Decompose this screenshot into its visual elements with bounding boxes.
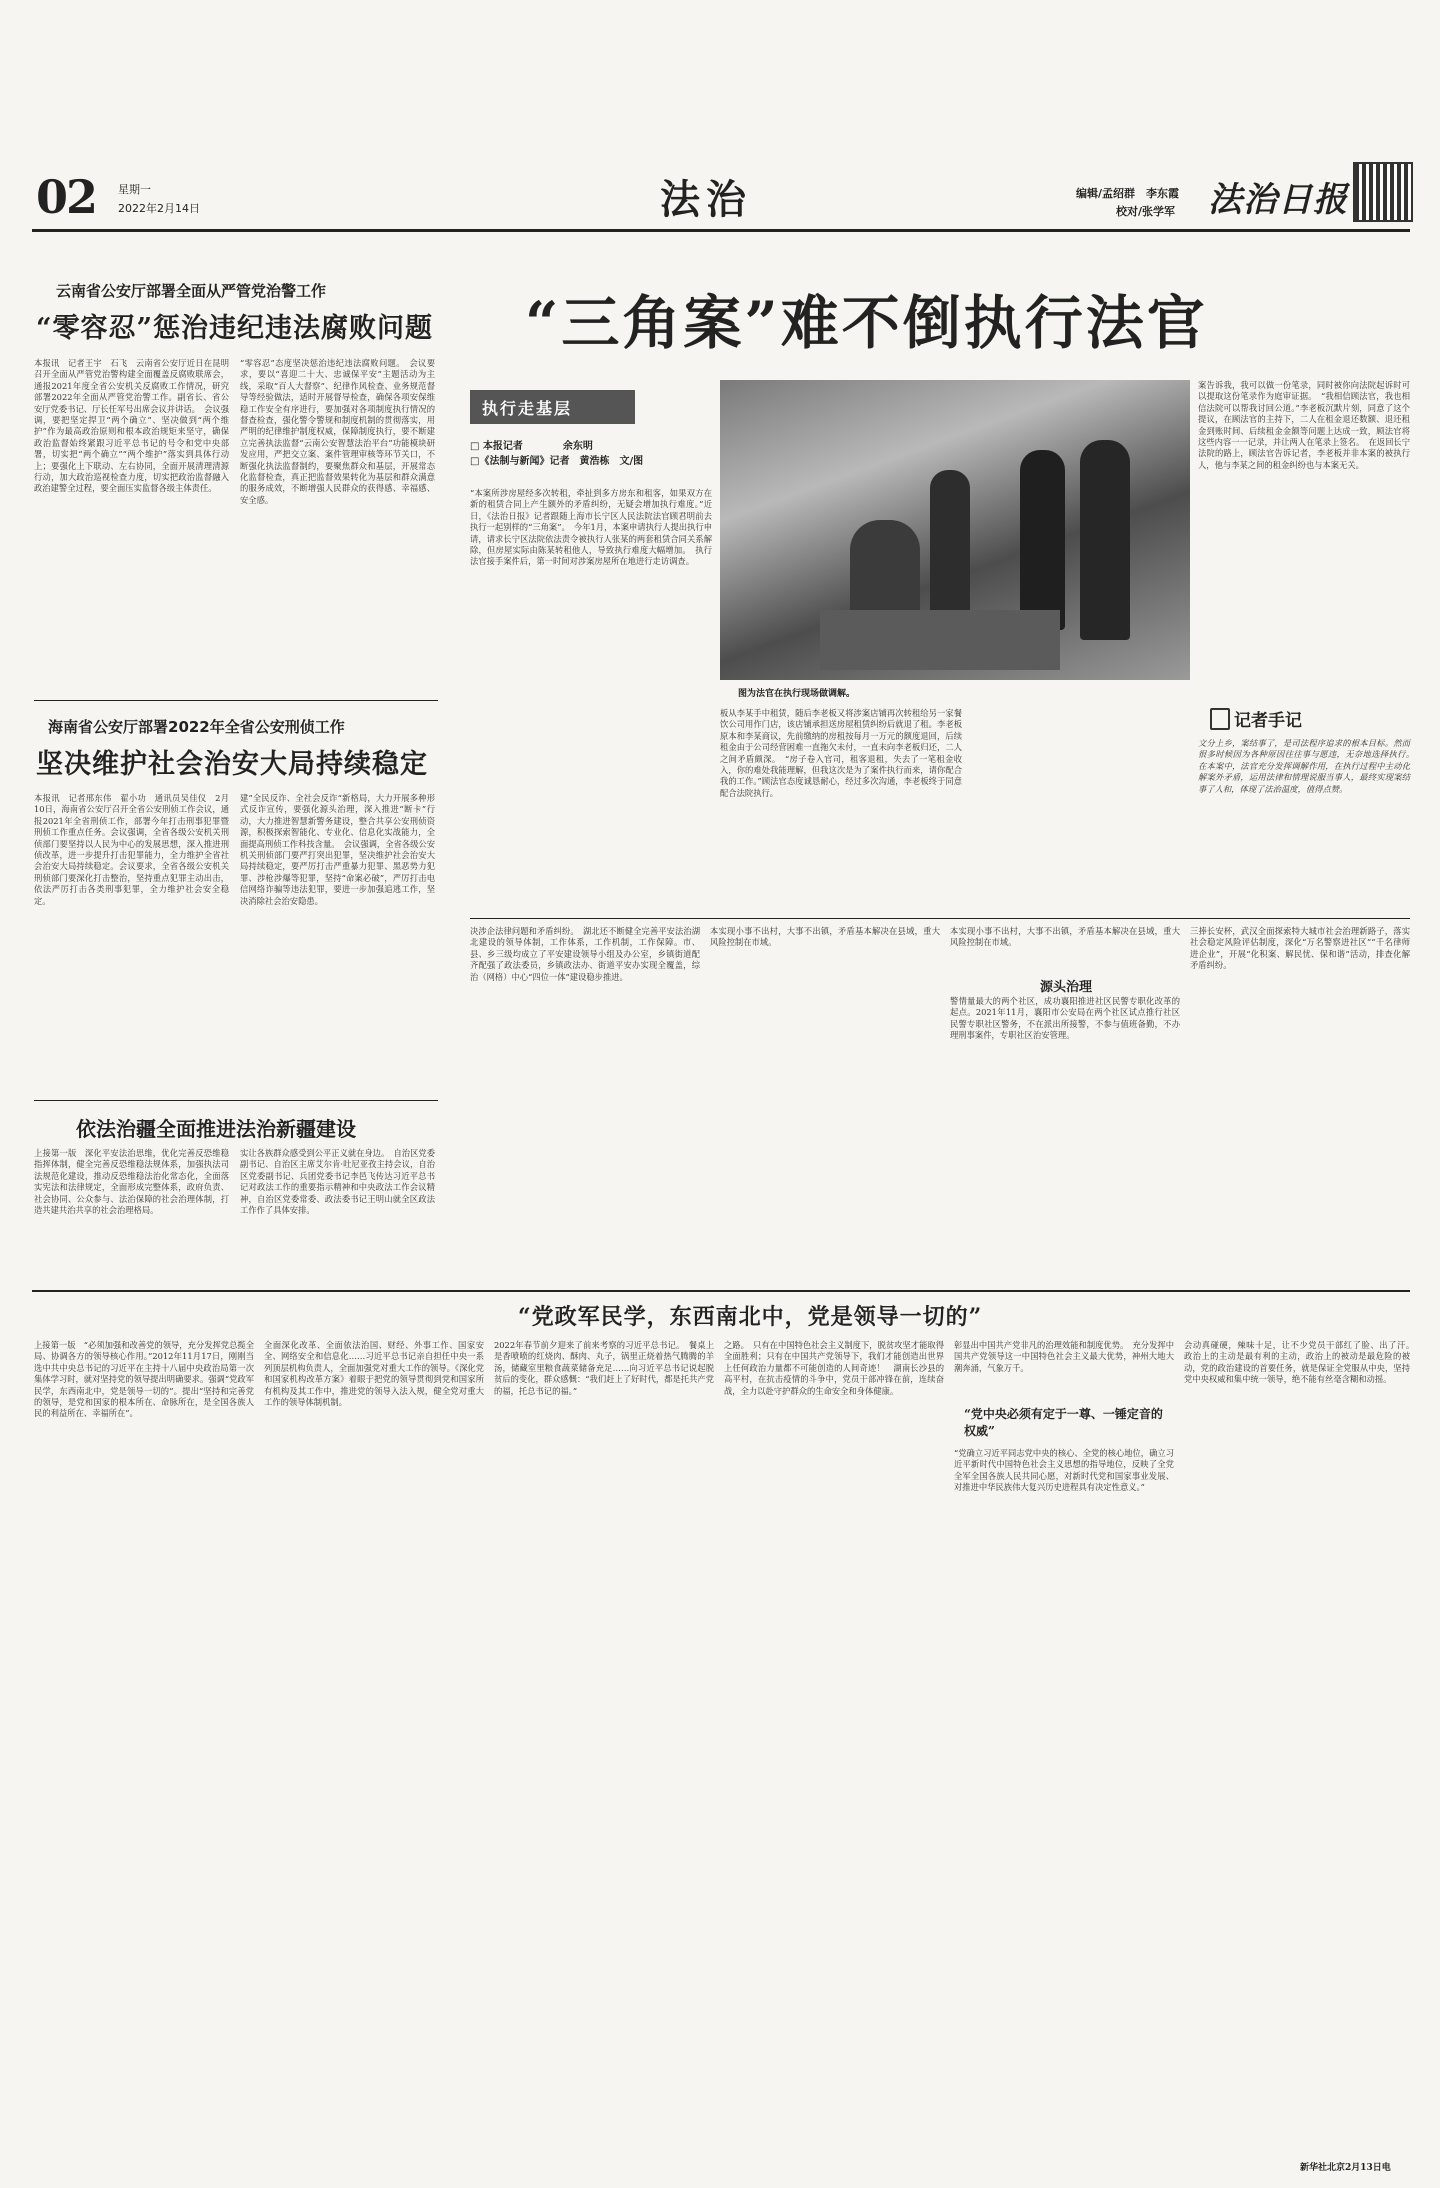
xinjiang-headline: 依法治疆全面推进法治新疆建设 xyxy=(76,1117,356,1141)
masthead-rule xyxy=(32,229,1410,232)
party-subhead: “党中央必须有定于一尊、一锤定音的权威” xyxy=(964,1407,1163,1438)
section-rule xyxy=(32,1290,1410,1292)
section-title: 法治 xyxy=(660,176,752,223)
party-body-col5b: “党确立习近平同志党中央的核心、全党的核心地位，确立习近平新时代中国特色社会主义思想的指导地位，反映了全党全军全国各族人民共同心愿，对新时代党和国家事业发展、对推进中华民族伟大复兴历史进程具有决定性意义。” xyxy=(954,1448,1174,1493)
feature-body-col1: “本案所涉房屋经多次转租，牵扯到多方房东和租客，如果双方在新的租赁合同上产生额外的矛盾纠纷，无疑会增加执行难度。”近日，《法治日报》记者跟随上海市长宁区人民法院法官顾君明前去执行一起别样的“三角案”。 今年1月，本案申请执行人提出执行申请，请求长宁区法院依法责令被执行人张某的两套租赁合同关系解除，但房屋实际由陈某转租他人，导致执行难度大幅增加。 执行法官接手案件后，第一时间对涉案房屋所在地进行走访调查。 xyxy=(470,488,712,567)
yunnan-body-col2: “零容忍”态度坚决惩治违纪违法腐败问题。 会议要求，要以“喜迎二十大、忠诚保平安”主题活动为主线，采取“百人大督察”、纪律作风检查、业务规范督导等经验做法，适时开展督导检查，确保各项安保维稳工作安全有序进行，要加强对各项制度执行情况的督查检查，强化警令警规和制度机制的贯彻落实，用严明的纪律维护制度权威，保障制度执行，要不断建立完善执法监督“云南公安智慧法治平台”功能模块研发应用，严把交立案、案件管理审核等环节关口，不断强化执法监督制约，要聚焦群众和基层，开展常态化监督检查，真正把监督效果转化为基层和群众满意的服务成效，不断增强人民群众的获得感、幸福感、安全感。 xyxy=(240,358,435,505)
hubei-body-col2: 本实现小事不出村，大事不出镇，矛盾基本解决在县域，重大风险控制在市域。 xyxy=(710,926,940,948)
yunnan-kicker: 云南省公安厅部署全面从严管党治警工作 xyxy=(56,282,327,300)
party-body-col1: 上接第一版 “必须加强和改善党的领导，充分发挥党总揽全局、协调各方的领导核心作用。”2012年11月17日，刚刚当选中共中央总书记的习近平在主持十八届中央政治局第一次集体学习时，就对坚持党的领导提出明确要求。强调“党政军民学，东西南北中，党是领导一切的”。提出“坚持和完善党的领导，是党和国家的根本所在、命脉所在，是全国各族人民的利益所在、幸福所在”。 xyxy=(34,1340,254,1419)
hubei-body-col3b: 警情量最大的两个社区，成功襄阳推进社区民警专职化改革的起点。2021年11月，襄阳市公安局在两个社区试点推行社区民警专职社区警务，不在派出所接警，不参与值班备勤，不办理刑事案件，专职社区治安管理。 xyxy=(950,996,1180,1041)
photo-figure xyxy=(1080,440,1130,640)
photo-figure xyxy=(930,470,970,620)
byline-reporter: □ 本报记者 余东明 xyxy=(470,441,593,452)
divider xyxy=(470,918,1410,919)
photo-table xyxy=(820,610,1060,670)
party-body-col2: 全面深化改革、全面依法治国、财经、外事工作、国家安全、网络安全和信息化……习近平总书记亲自担任中央一系列顶层机构负责人，全面加强党对重大工作的领导。《深化党和国家机构改革方案》着眼于把党的领导贯彻到党和国家所有机构及其工作中，推进党的领导入法入规，健全党对重大工作的领导体制机制。 xyxy=(264,1340,484,1408)
column-logo-text: 执行走基层 xyxy=(482,399,573,418)
issue-date: 2022年2月14日 xyxy=(118,202,200,215)
divider xyxy=(34,700,438,701)
editorial-title: 记者手记 xyxy=(1234,711,1302,731)
editorial-icon xyxy=(1210,708,1230,730)
yunnan-headline: “零容忍”惩治违纪违法腐败问题 xyxy=(36,313,434,344)
party-headline: “党政军民学，东西南北中，党是领导一切的” xyxy=(518,1304,983,1330)
hubei-body-col1: 决涉企法律问题和矛盾纠纷。 湖北还不断健全完善平安法治湖北建设的领导体制，工作体系，工作机制，工作保障。市、县、乡三级均成立了平安建设领导小组及办公室，乡镇街道配齐配强了政法委员，乡镇政法办、街道平安办实现全覆盖，综治（网格）中心“四位一体”建设稳步推进。 xyxy=(470,926,700,982)
feature-body-col2: 板从李某手中租赁，随后李老板又将涉案店铺再次转租给另一家餐饮公司用作门店，该店铺承担送房屋租赁纠纷后就退了租。李老板原本和李某商议，先前缴纳的房租按每月一万元的额度退回，后续租金由于公司经营困难一直拖欠未付，一直未向李老板归还，二人之间矛盾颇深。 “房子卷入官司，租客退租，失去了一笔租金收入，你的难处我能理解，但我这次是为了案件执行而来，请你配合我的工作。”顾法官态度诚恳耐心，经过多次沟通，李老板终于同意配合法院执行。 xyxy=(720,708,962,798)
feature-headline: “三角案”难不倒执行法官 xyxy=(525,289,1208,357)
editors: 编辑/孟绍群 李东霞 xyxy=(1076,187,1180,200)
proofreader: 校对/张学军 xyxy=(1116,205,1176,218)
hubei-body-col4: 三捧长安杯，武汉全面探索特大城市社会治理新路子，落实社会稳定风险评估制度，深化“万名警察进社区”“千名律师进企业”，开展“化积案、解民忧、保和谐”活动，排查化解矛盾纠纷。 xyxy=(1190,926,1410,971)
feature-photo xyxy=(720,380,1190,680)
party-footer: 新华社北京2月13日电 xyxy=(1300,2163,1391,2173)
divider xyxy=(34,1100,438,1101)
byline-correspondent: □《法制与新闻》记者 黄浩栋 文/图 xyxy=(470,456,644,467)
xinjiang-body-col1: 上接第一版 深化平安法治思维，优化完善反恐维稳指挥体制，健全完善反恐维稳法规体系，加强执法司法规范化建设，推动反恐维稳法治化常态化，全面落实宪法和法律规定，全面形成完整体系，政府负责、社会协同、公众参与、法治保障的社会治理体制，打造共建共治共享的社会治理格局。 xyxy=(34,1148,229,1216)
party-body-col5: 彰显出中国共产党非凡的治理效能和制度优势。 充分发挥中国共产党领导这一中国特色社会主义最大优势，神州大地大潮奔涌，气象万千。 xyxy=(954,1340,1174,1373)
party-body-col4: 之路。 只有在中国特色社会主义制度下，脱贫攻坚才能取得全面胜利；只有在中国共产党领导下，我们才能创造出世界上任何政治力量都不可能创造的人间奇迹！ 湖南长沙县的高平村，在抗击疫情的斗争中，党员干部冲锋在前，连续奋战，全力以赴守护群众的生命安全和身体健康。 xyxy=(724,1340,944,1396)
feature-body-col3: 案告诉我，我可以做一份笔录，同时被你向法院起诉时可以提取这份笔录作为庭审证据。 “我相信顾法官，我也相信法院可以帮我讨回公道。”李老板沉默片刻，同意了这个提议，在顾法官的主持下，二人在租金退还数额、退还租金到账时间、后续租金金额等问题上达成一致，顾法官将这些内容一一记录，并让两人在笔录上签名。 在返回长宁法院的路上，顾法官告诉记者，李老板并非本案的被执行人，他与李某之间的租金纠纷也与本案无关。 xyxy=(1198,380,1410,470)
editorial-text: 文分上乡，案结事了，是司法程序追求的根本目标。然而很多时候因为各种原因往往事与愿违，无奈地选择执行。 在本案中，法官充分发挥调解作用，在执行过程中主动化解案外矛盾，运用法律和情理说服当事人，最终实现案结事了人和，体现了法治温度，值得点赞。 xyxy=(1198,738,1419,794)
party-body-col6: 会动真碰硬，辣味十足，让不少党员干部红了脸、出了汗。 政治上的主动是最有利的主动，政治上的被动是最危险的被动，党的政治建设的首要任务，就是保证全党服从中央，坚持党中央权威和集中统一领导，绝不能有丝毫含糊和动摇。 xyxy=(1184,1340,1419,1385)
page-number: 02 xyxy=(36,170,97,224)
hubei-body-col3a: 本实现小事不出村，大事不出镇，矛盾基本解决在县域，重大风险控制在市域。 xyxy=(950,926,1180,948)
photo-caption: 图为法官在执行现场做调解。 xyxy=(738,689,856,699)
hainan-body-col1: 本报讯 记者邢东伟 翟小功 通讯员吴佳仪 2月10日，海南省公安厅召开全省公安刑侦工作会议，通报2021年全省刑侦工作，部署今年打击刑事犯罪暨刑侦工作重点任务。会议强调，全省各级公安机关刑侦部门要坚持以人民为中心的发展思想，深入推进刑侦改革，进一步提升打击犯罪能力，全力维护全省社会治安大局持续稳定。会议要求，全省各级公安机关刑侦部门要深化打击整治，坚持重点犯罪主动出击，依法严厉打击各类刑事犯罪，全力维护社会安全稳定。 xyxy=(34,793,229,906)
xinjiang-body-col2: 实让各族群众感受到公平正义就在身边。 自治区党委副书记、自治区主席艾尔肯·吐尼亚孜主持会议，自治区党委副书记、兵团党委书记李邑飞传达习近平总书记对政法工作的重要指示精神和中央政法工作会议精神，自治区党委常委、政法委书记王明山就全区政法工作作了具体安排。 xyxy=(240,1148,435,1216)
party-body-col3: 2022年春节前夕迎来了前来考察的习近平总书记。 餐桌上是香喷喷的红烧肉、酥肉、丸子，锅里正烧着热气腾腾的羊汤，储藏室里粮食蔬菜储备充足……向习近平总书记说起脱贫后的变化，群众感慨：“我们赶上了好时代，都是托共产党的福，托总书记的福。” xyxy=(494,1340,714,1396)
hainan-headline: 坚决维护社会治安大局持续稳定 xyxy=(36,749,428,780)
newspaper-logo: 法治日报 xyxy=(1208,180,1348,220)
qr-code xyxy=(1353,162,1413,222)
weekday: 星期一 xyxy=(118,183,151,196)
hubei-subhead: 源头治理 xyxy=(1040,980,1093,995)
hainan-body-col2: 建”全民反诈、全社会反诈“新格局，大力开展多种形式反诈宣传，要强化源头治理，深入推进“断卡”行动，大力推进智慧新警务建设，整合共享公安刑侦资源，积极探索智能化、专业化、信息化实战能力，全面提高刑侦工作科技含量。 会议强调，全省各级公安机关刑侦部门要严打突出犯罪，坚决维护社会治安大局持续稳定，要严厉打击严重暴力犯罪、黑恶势力犯罪、涉枪涉爆等犯罪，坚持“命案必破”，严厉打击电信网络诈骗等违法犯罪，要进一步加强追逃工作，坚决消除社会治安隐患。 xyxy=(240,793,435,906)
hainan-kicker: 海南省公安厅部署2022年全省公安刑侦工作 xyxy=(48,718,345,736)
column-logo xyxy=(470,390,635,424)
yunnan-body-col1: 本报讯 记者王宇 石飞 云南省公安厅近日在昆明召开全面从严管党治警构建全面覆盖反腐败联席会，通报2021年度全省公安机关反腐败工作情况，研究部署2022年全面从严管党治警工作。副省长、省公安厅党委书记、厅长任军号出席会议并讲话。 会议强调，要把坚定捍卫“两个确立”、坚决做到“两个维护”作为最高政治原则和根本政治规矩来坚守，确保政治监督始终紧跟习近平总书记的号令和党中央部署，切实把“两个确立”“两个维护”落实到具体行动上；要强化上下联动、左右协同，全面开展清理清源行动，加大政治巡视检查力度，切实把政治监督融入政治建警全过程，要全面压实监督各级主体责任。 xyxy=(34,358,229,494)
photo-figure xyxy=(1020,450,1065,630)
